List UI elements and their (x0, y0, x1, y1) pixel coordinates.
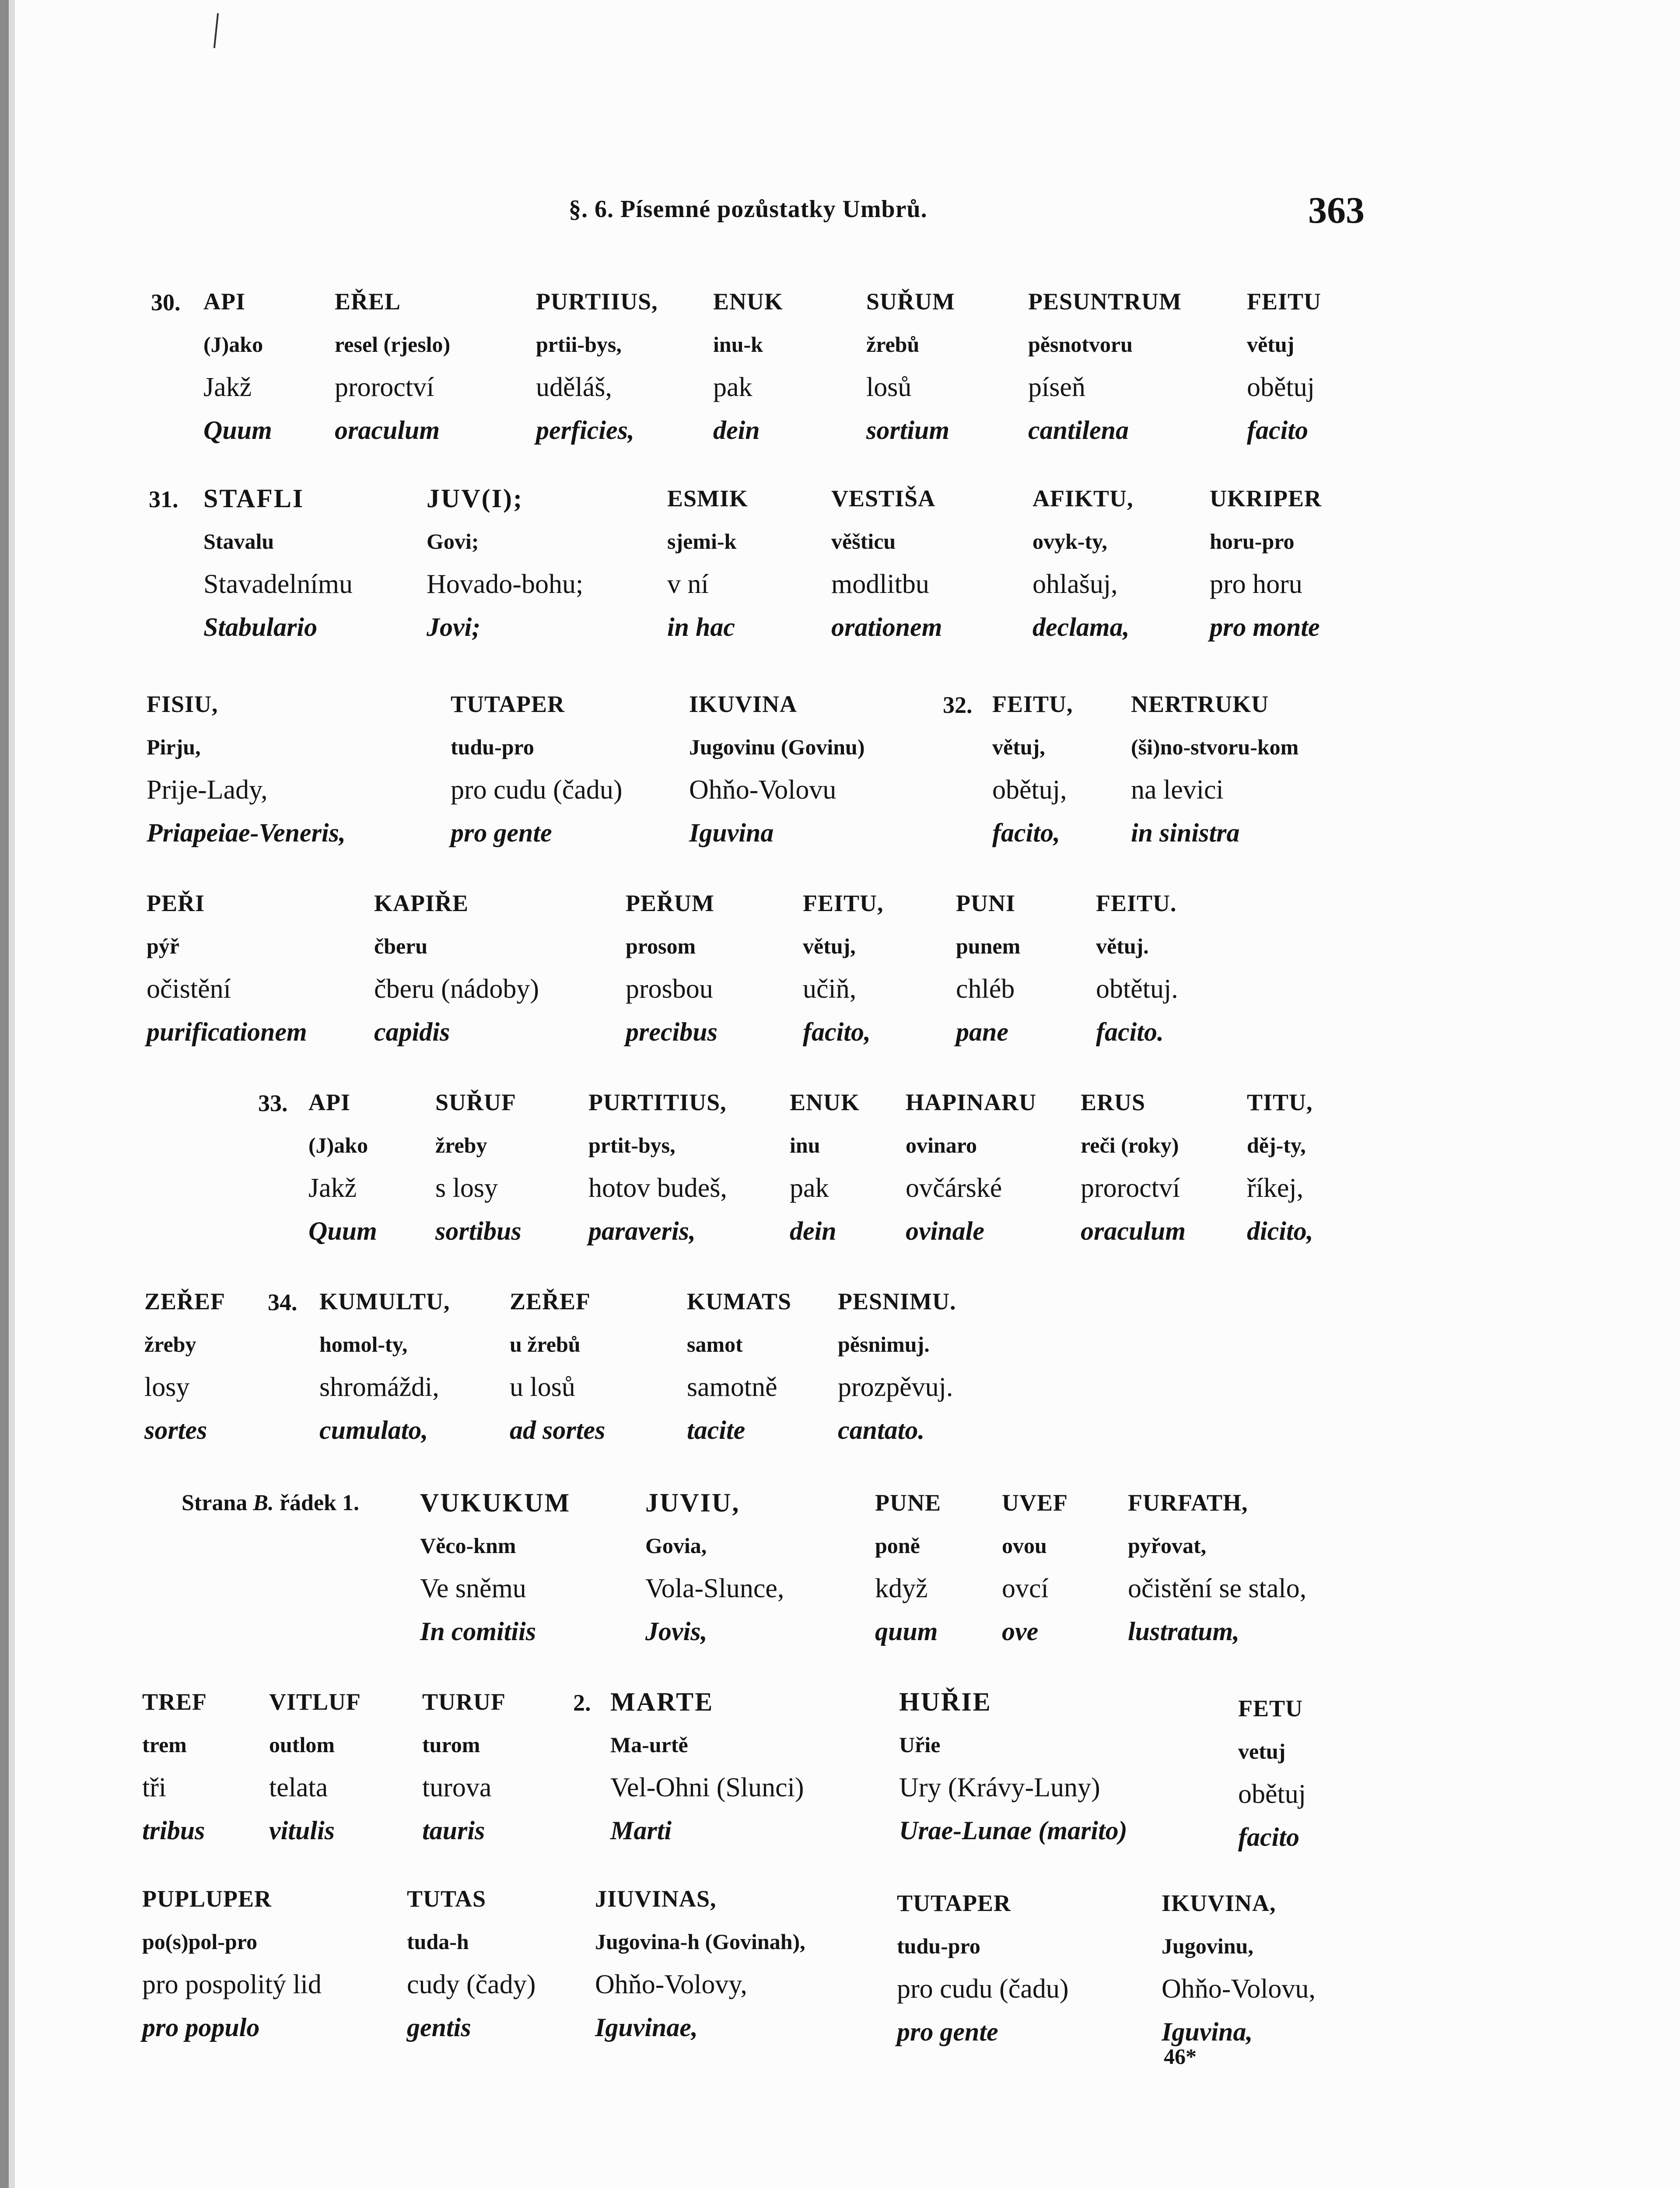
gloss-column (335, 280, 450, 452)
czech-translation: turova (422, 1773, 492, 1802)
latin-translation: ovinale (906, 1217, 984, 1245)
umbrian-word: FEITU (1247, 288, 1322, 315)
gloss-column (1247, 280, 1321, 452)
umbrian-word: SUŘUM (866, 288, 955, 315)
latin-translation: tribus (142, 1816, 205, 1845)
transliteration: prtii-bys, (536, 332, 622, 357)
transliteration: čberu (374, 934, 428, 958)
latin-translation: oraculum (335, 416, 440, 445)
side-prefix: Strana (182, 1490, 248, 1515)
umbrian-word: SUŘUF (435, 1089, 517, 1115)
czech-translation: říkej, (1247, 1173, 1304, 1203)
umbrian-word: PESNIMU. (838, 1288, 956, 1315)
latin-translation: Marti (610, 1816, 672, 1845)
latin-translation: In comitiis (420, 1617, 536, 1646)
czech-translation: Jakž (308, 1173, 357, 1203)
transliteration: Věco-knm (420, 1533, 516, 1558)
umbrian-word: UKRIPER (1210, 485, 1322, 512)
latin-translation: Quum (203, 416, 272, 445)
umbrian-word: KAPIŘE (374, 890, 469, 916)
czech-translation: v ní (667, 569, 709, 599)
page-edge (0, 0, 9, 2188)
umbrian-word: PEŘUM (626, 890, 714, 916)
czech-translation: cudy (čady) (407, 1970, 536, 1999)
transliteration: žreby (435, 1133, 487, 1157)
umbrian-word: FEITU. (1096, 890, 1177, 916)
transliteration: sjemi-k (667, 529, 737, 554)
gloss-column (374, 882, 539, 1053)
umbrian-word: FISIU, (147, 691, 218, 717)
transliteration: děj-ty, (1247, 1133, 1306, 1157)
czech-translation: losů (866, 372, 912, 402)
umbrian-word: TITU, (1247, 1089, 1313, 1115)
transliteration: Jugovinu (Govinu) (689, 735, 865, 759)
gloss-column (451, 683, 623, 854)
latin-translation: vitulis (269, 1816, 335, 1845)
umbrian-word: PURTIIUS, (536, 288, 658, 315)
transliteration: prosom (626, 934, 696, 958)
umbrian-word: PESUNTRUM (1028, 288, 1182, 315)
umbrian-word: JIUVINAS, (595, 1886, 717, 1912)
latin-translation: precibus (626, 1017, 718, 1046)
transliteration: žreby (144, 1332, 196, 1357)
gloss-column (689, 683, 865, 854)
transliteration: věšticu (831, 529, 896, 554)
gloss-column (1032, 477, 1134, 649)
umbrian-word: KUMATS (687, 1288, 792, 1315)
czech-translation: Vola-Slunce, (645, 1574, 784, 1603)
latin-translation: Jovis, (645, 1617, 707, 1646)
umbrian-word: PUNE (875, 1490, 941, 1516)
gloss-column (1128, 1481, 1306, 1653)
transliteration: tudu-pro (897, 1934, 980, 1958)
gloss-column (626, 882, 718, 1053)
czech-translation: Ve sněmu (420, 1574, 526, 1603)
umbrian-word: TUTAPER (897, 1890, 1012, 1916)
transliteration: punem (956, 934, 1021, 958)
transliteration: Stavalu (203, 529, 274, 554)
side-line-reference (182, 1490, 359, 1516)
gloss-column (427, 477, 583, 649)
latin-translation: Stabulario (203, 613, 318, 642)
gloss-column (838, 1280, 956, 1452)
umbrian-word: VESTIŠA (831, 485, 936, 512)
transliteration: ovinaro (906, 1133, 977, 1157)
gloss-column (687, 1280, 791, 1452)
running-header: §. 6. Písemné pozůstatky Umbrů. (569, 196, 928, 223)
czech-translation: píseň (1028, 372, 1085, 402)
umbrian-word: TUTAPER (451, 691, 565, 717)
umbrian-word: ERUS (1081, 1089, 1146, 1115)
umbrian-word: JUV(I); (427, 484, 523, 513)
latin-translation: Priapeiae-Veneris, (147, 818, 346, 847)
czech-translation: ohlašuj, (1032, 569, 1118, 599)
latin-translation: facito. (1096, 1017, 1164, 1046)
umbrian-word: ZEŘEF (144, 1288, 226, 1315)
transliteration: pýř (147, 934, 179, 958)
umbrian-word: API (308, 1089, 350, 1115)
gloss-column (803, 882, 884, 1053)
czech-translation: Ury (Krávy-Luny) (899, 1773, 1100, 1802)
umbrian-word: TREF (142, 1689, 207, 1715)
gloss-column (992, 683, 1073, 854)
latin-translation: oraculum (1081, 1217, 1186, 1245)
transliteration: homol-ty, (319, 1332, 408, 1357)
latin-translation: declama, (1032, 613, 1130, 642)
latin-translation: dein (790, 1217, 836, 1245)
transliteration: u žrebů (510, 1332, 581, 1357)
transliteration: větuj, (803, 934, 856, 958)
latin-translation: orationem (831, 613, 942, 642)
transliteration: inu (790, 1133, 820, 1157)
line-number: 34. (268, 1289, 298, 1315)
latin-translation: sortium (866, 416, 950, 445)
transliteration: Govi; (427, 529, 479, 554)
latin-translation: pro gente (897, 2017, 998, 2046)
transliteration: větuj. (1096, 934, 1149, 958)
transliteration: samot (687, 1332, 743, 1357)
umbrian-word: JUVIU, (645, 1488, 740, 1517)
latin-translation: Iguvina (689, 818, 774, 847)
czech-translation: pro cudu (čadu) (897, 1974, 1069, 2004)
czech-translation: ovčárské (906, 1173, 1002, 1203)
latin-translation: pro populo (142, 2013, 260, 2042)
gloss-column (142, 1680, 207, 1852)
gloss-column (144, 1280, 225, 1452)
gloss-column (536, 280, 658, 452)
transliteration: (ši)no-stvoru-kom (1131, 735, 1299, 759)
latin-translation: cantato. (838, 1416, 925, 1445)
czech-translation: pak (713, 372, 752, 402)
czech-translation: proroctví (335, 372, 434, 402)
czech-translation: očistění (147, 974, 231, 1004)
line-number: 2. (573, 1690, 591, 1716)
latin-translation: in sinistra (1131, 818, 1240, 847)
transliteration: větuj (1247, 332, 1295, 357)
latin-translation: perficies, (536, 416, 634, 445)
latin-translation: facito, (992, 818, 1060, 847)
latin-translation: facito (1247, 416, 1308, 445)
czech-translation: ovcí (1002, 1574, 1049, 1603)
umbrian-word: AFIKTU, (1032, 485, 1134, 512)
umbrian-word: PURTITIUS, (588, 1089, 727, 1115)
transliteration: žrebů (866, 332, 920, 357)
umbrian-word: IKUVINA, (1162, 1890, 1276, 1916)
czech-translation: Ohňo-Volovy, (595, 1970, 747, 1999)
czech-translation: uděláš, (536, 372, 612, 402)
gloss-column (906, 1081, 1036, 1252)
umbrian-word: FEITU, (803, 890, 884, 916)
transliteration: Ma-urtě (610, 1732, 688, 1757)
latin-translation: ove (1002, 1617, 1039, 1646)
umbrian-word: FETU (1238, 1695, 1303, 1722)
latin-translation: pro gente (451, 818, 552, 847)
czech-translation: očistění se stalo, (1128, 1574, 1307, 1603)
line-number: 30. (151, 289, 181, 316)
umbrian-word: VITLUF (269, 1689, 361, 1715)
transliteration: (J)ako (308, 1133, 368, 1157)
czech-translation: učiň, (803, 974, 857, 1004)
page-number: 363 (1308, 189, 1365, 231)
czech-translation: Ohňo-Volovu, (1162, 1974, 1316, 2004)
gloss-column (407, 1877, 536, 2049)
gloss-column (667, 477, 748, 649)
transliteration: vetuj (1238, 1739, 1286, 1764)
latin-translation: tacite (687, 1416, 746, 1445)
latin-translation: cantilena (1028, 416, 1129, 445)
line-number: 33. (258, 1090, 288, 1116)
transliteration: pyřovat, (1128, 1533, 1207, 1558)
latin-translation: Iguvinae, (595, 2013, 698, 2042)
gloss-column (319, 1280, 450, 1452)
czech-translation: s losy (435, 1173, 498, 1203)
gloss-column (203, 280, 272, 452)
gloss-column (610, 1680, 804, 1852)
latin-translation: facito, (803, 1017, 871, 1046)
gloss-column (1131, 683, 1298, 854)
umbrian-word: UVEF (1002, 1490, 1068, 1516)
line-reference: řádek 1. (279, 1490, 359, 1515)
czech-translation: shromáždi, (319, 1372, 439, 1402)
signature-mark: 46* (1164, 2044, 1197, 2069)
gloss-column (1238, 1687, 1306, 1858)
latin-translation: sortes (144, 1416, 207, 1445)
transliteration: poně (875, 1533, 920, 1558)
umbrian-word: ENUK (790, 1089, 860, 1115)
czech-translation: prozpěvuj. (838, 1372, 953, 1402)
umbrian-word: PUNI (956, 890, 1015, 916)
czech-translation: obětuj, (992, 775, 1067, 805)
transliteration: po(s)pol-pro (142, 1929, 258, 1954)
czech-translation: čberu (nádoby) (374, 974, 539, 1004)
czech-translation: když (875, 1574, 928, 1603)
transliteration: pěsnotvoru (1028, 332, 1133, 357)
latin-translation: Urae-Lunae (marito) (899, 1816, 1127, 1845)
line-number: 31. (149, 486, 178, 512)
transliteration: Jugovina-h (Govinah), (595, 1929, 805, 1954)
czech-translation: proroctví (1081, 1173, 1180, 1203)
latin-translation: sortibus (435, 1217, 522, 1245)
gloss-column (899, 1680, 1127, 1852)
czech-translation: Stavadelnímu (203, 569, 353, 599)
czech-translation: modlitbu (831, 569, 929, 599)
umbrian-word: HAPINARU (906, 1089, 1036, 1115)
latin-translation: pane (956, 1017, 1008, 1046)
latin-translation: ad sortes (510, 1416, 606, 1445)
margin-mark (214, 13, 219, 48)
latin-translation: Quum (308, 1217, 377, 1245)
latin-translation: in hac (667, 613, 735, 642)
gloss-column (1028, 280, 1182, 452)
czech-translation: Jakž (203, 372, 252, 402)
gloss-column (435, 1081, 522, 1252)
transliteration: prtit-bys, (588, 1133, 676, 1157)
czech-translation: hotov budeš, (588, 1173, 727, 1203)
transliteration: pěsnimuj. (838, 1332, 930, 1357)
transliteration: reči (roky) (1081, 1133, 1179, 1157)
transliteration: Govia, (645, 1533, 707, 1558)
umbrian-word: FEITU, (992, 691, 1073, 717)
czech-translation: pro pospolitý lid (142, 1970, 322, 1999)
czech-translation: Ohňo-Volovu (689, 775, 836, 805)
transliteration: (J)ako (203, 332, 263, 357)
transliteration: ovou (1002, 1533, 1047, 1558)
gloss-column (790, 1081, 860, 1252)
umbrian-word: HUŘIE (899, 1687, 992, 1716)
page-edge-shadow (9, 0, 15, 2188)
transliteration: Pirju, (147, 735, 201, 759)
umbrian-word: ENUK (713, 288, 784, 315)
czech-translation: losy (144, 1372, 190, 1402)
czech-translation: u losů (510, 1372, 575, 1402)
umbrian-word: VUKUKUM (420, 1488, 571, 1517)
umbrian-word: FURFATH, (1128, 1490, 1248, 1516)
transliteration: tuda-h (407, 1929, 469, 1954)
latin-translation: dein (713, 416, 760, 445)
czech-translation: Vel-Ohni (Slunci) (610, 1773, 804, 1802)
latin-translation: facito (1238, 1823, 1299, 1851)
transliteration: trem (142, 1732, 187, 1757)
gloss-column (956, 882, 1020, 1053)
gloss-column (897, 1882, 1069, 2053)
gloss-column (645, 1481, 784, 1653)
line-number: 32. (943, 692, 973, 718)
latin-translation: pro monte (1210, 613, 1320, 642)
czech-translation: obětuj (1238, 1779, 1306, 1809)
latin-translation: paraveris, (588, 1217, 696, 1245)
side-letter: B. (253, 1490, 274, 1515)
latin-translation: dicito, (1247, 1217, 1313, 1245)
umbrian-word: EŘEL (335, 288, 401, 315)
gloss-column (713, 280, 783, 452)
transliteration: tudu-pro (451, 735, 534, 759)
umbrian-word: PUPLUPER (142, 1886, 272, 1912)
latin-translation: quum (875, 1617, 938, 1646)
transliteration: horu-pro (1210, 529, 1295, 554)
transliteration: turom (422, 1732, 480, 1757)
czech-translation: tři (142, 1773, 167, 1802)
czech-translation: obtětuj. (1096, 974, 1178, 1004)
gloss-column (422, 1680, 506, 1852)
gloss-column (831, 477, 942, 649)
gloss-column (308, 1081, 377, 1252)
umbrian-word: KUMULTU, (319, 1288, 450, 1315)
transliteration: větuj, (992, 735, 1045, 759)
latin-translation: Iguvina, (1162, 2017, 1253, 2046)
czech-translation: obětuj (1247, 372, 1315, 402)
latin-translation: cumulato, (319, 1416, 428, 1445)
umbrian-word: API (203, 288, 245, 315)
gloss-column (1162, 1882, 1316, 2053)
gloss-column (420, 1481, 570, 1653)
transliteration: inu-k (713, 332, 763, 357)
czech-translation: prosbou (626, 974, 713, 1004)
gloss-column (588, 1081, 727, 1252)
umbrian-word: TURUF (422, 1689, 506, 1715)
latin-translation: gentis (407, 2013, 471, 2042)
latin-translation: purificationem (147, 1017, 307, 1046)
gloss-column (510, 1280, 605, 1452)
gloss-column (147, 683, 346, 854)
gloss-column (866, 280, 955, 452)
latin-translation: tauris (422, 1816, 485, 1845)
transliteration: ovyk-ty, (1032, 529, 1107, 554)
gloss-column (142, 1877, 322, 2049)
gloss-column (203, 477, 353, 649)
gloss-column (1096, 882, 1178, 1053)
umbrian-word: ZEŘEF (510, 1288, 591, 1315)
umbrian-word: MARTE (610, 1687, 714, 1716)
gloss-column (1210, 477, 1322, 649)
czech-translation: na levici (1131, 775, 1224, 805)
czech-translation: samotně (687, 1372, 777, 1402)
latin-translation: Jovi; (427, 613, 481, 642)
czech-translation: Hovado-bohu; (427, 569, 584, 599)
czech-translation: Prije-Lady, (147, 775, 268, 805)
gloss-column (875, 1481, 941, 1653)
czech-translation: pro cudu (čadu) (451, 775, 623, 805)
transliteration: resel (rjeslo) (335, 332, 451, 357)
umbrian-word: TUTAS (407, 1886, 486, 1912)
czech-translation: pro horu (1210, 569, 1302, 599)
umbrian-word: IKUVINA (689, 691, 798, 717)
latin-translation: lustratum, (1128, 1617, 1240, 1646)
umbrian-word: NERTRUKU (1131, 691, 1269, 717)
gloss-column (147, 882, 307, 1053)
gloss-column (269, 1680, 361, 1852)
czech-translation: telata (269, 1773, 328, 1802)
gloss-column (1002, 1481, 1068, 1653)
latin-translation: capidis (374, 1017, 450, 1046)
transliteration: Uřie (899, 1732, 941, 1757)
umbrian-word: ESMIK (667, 485, 749, 512)
czech-translation: chléb (956, 974, 1015, 1004)
gloss-column (1081, 1081, 1186, 1252)
umbrian-word: PEŘI (147, 890, 205, 916)
czech-translation: pak (790, 1173, 829, 1203)
transliteration: outlom (269, 1732, 335, 1757)
transliteration: Jugovinu, (1162, 1934, 1253, 1958)
umbrian-word: STAFLI (203, 484, 304, 513)
gloss-column (595, 1877, 805, 2049)
gloss-column (1247, 1081, 1313, 1252)
